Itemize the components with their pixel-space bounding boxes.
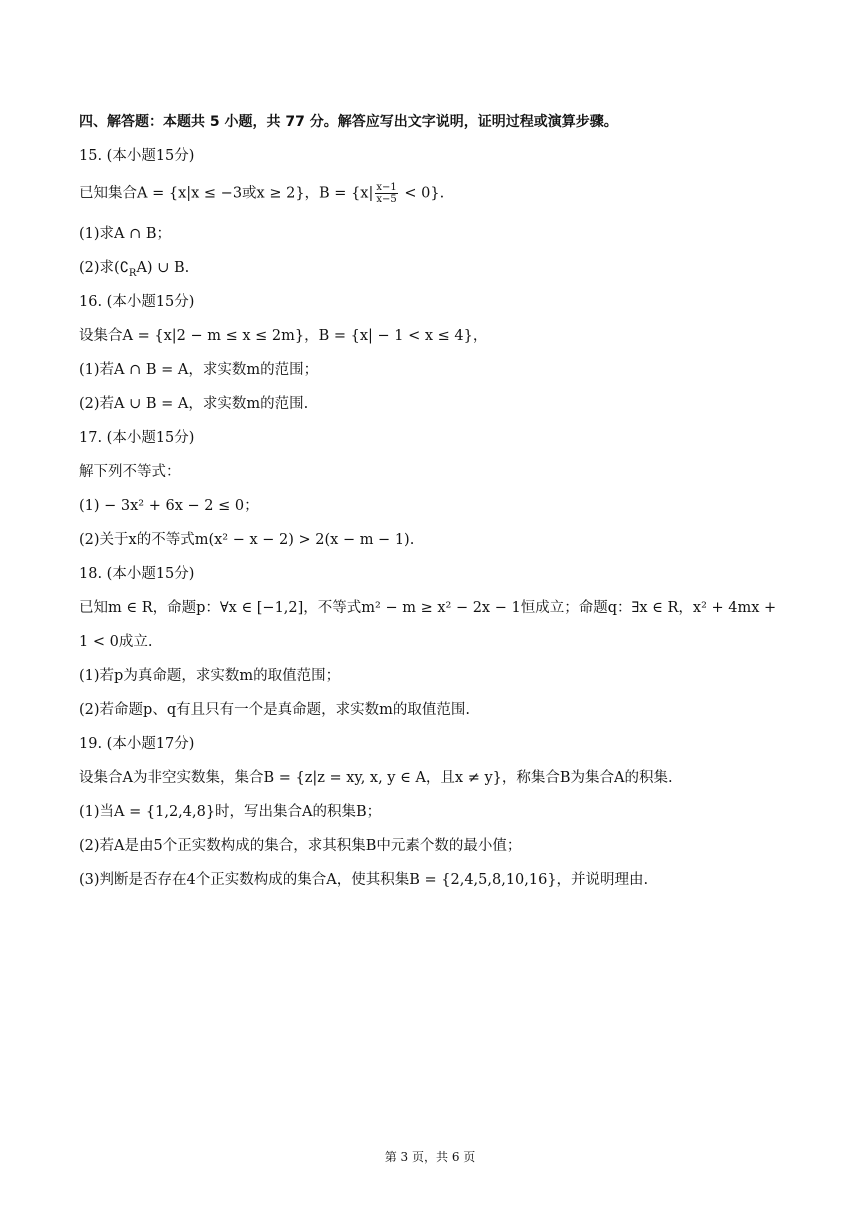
section-heading: 四、解答题：本题共 5 小题，共 77 分。解答应写出文字说明，证明过程或演算步骤。 [79, 114, 618, 130]
problem-19-header: 19. (本小题17分) [79, 736, 195, 752]
problem-17-part-1: (1) − 3x² + 6x − 2 ≤ 0； [79, 498, 259, 514]
problem-18-statement-line-1: 已知m ∈ R，命题p：∀x ∈ [−1,2]，不等式m² − m ≥ x² − 2x − 1恒成立；命题q：∃x ∈ R，x² + 4mx + [79, 600, 777, 616]
problem-19-part-2: (2)若A是由5个正实数构成的集合，求其积集B中元素个数的最小值； [79, 838, 522, 854]
problem-16-part-1: (1)若A ∩ B = A，求实数m的范围； [79, 362, 319, 378]
problem-15-statement-pre: 已知集合A = {x|x ≤ −3或x ≥ 2}，B = {x| [79, 185, 374, 202]
problem-15-part-2-a: (2)求(∁ [79, 260, 129, 276]
problem-18-header: 18. (本小题15分) [79, 566, 195, 582]
problem-15-statement [79, 182, 444, 205]
problem-15-statement-post: < 0}. [399, 185, 445, 202]
problem-17-part-2: (2)关于x的不等式m(x² − x − 2) > 2(x − m − 1). [79, 532, 415, 548]
problem-17-statement: 解下列不等式： [79, 464, 181, 480]
problem-18-part-2: (2)若命题p、q有且只有一个是真命题，求实数m的取值范围. [79, 702, 470, 718]
problem-18-statement-line-2: 1 < 0成立. [79, 634, 153, 650]
problem-15-part-1: (1)求A ∩ B； [79, 226, 172, 242]
problem-19-statement: 设集合A为非空实数集，集合B = {z|z = xy, x, y ∈ A，且x ≠ y}，称集合B为集合A的积集. [79, 770, 673, 786]
problem-16-header: 16. (本小题15分) [79, 294, 195, 310]
problem-15-header: 15. (本小题15分) [79, 148, 195, 164]
problem-16-statement: 设集合A = {x|2 − m ≤ x ≤ 2m}，B = {x| − 1 < x ≤ 4}， [79, 328, 488, 344]
problem-19-part-1: (1)当A = {1,2,4,8}时，写出集合A的积集B； [79, 804, 382, 820]
problem-18-part-1: (1)若p为真命题，求实数m的取值范围； [79, 668, 341, 684]
fraction-denominator: x−5 [376, 194, 397, 205]
problem-15-part-2 [79, 258, 189, 284]
problem-17-header: 17. (本小题15分) [79, 430, 195, 446]
complement-subscript: R [128, 267, 137, 279]
problem-16-part-2: (2)若A ∪ B = A，求实数m的范围. [79, 396, 309, 412]
problem-19-part-3: (3)判断是否存在4个正实数构成的集合A，使其积集B = {2,4,5,8,10,16}，并说明理由. [79, 872, 649, 888]
fraction-numerator: x−1 [376, 182, 397, 193]
page-footer: 第 3 页，共 6 页 [384, 1150, 476, 1164]
problem-15-part-2-b: A) ∪ B. [136, 260, 190, 276]
fraction [375, 182, 397, 205]
